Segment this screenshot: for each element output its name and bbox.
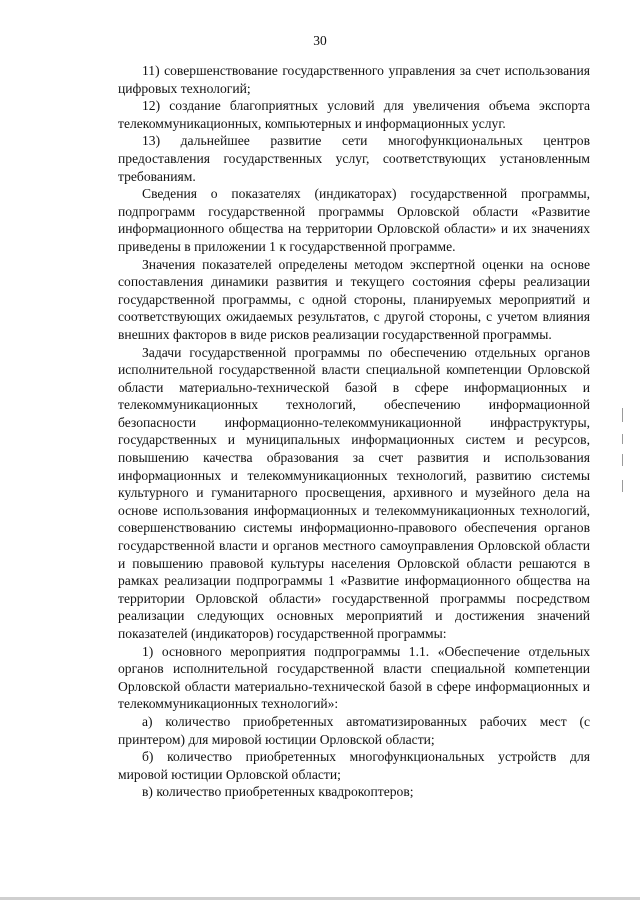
document-body xyxy=(118,62,590,801)
scan-margin-marks xyxy=(620,408,626,498)
paragraph-item-12: 12) создание благоприятных условий для увеличения объема экспорта телекоммуникационных, компьютерных и информационных услуг. xyxy=(118,98,590,131)
paragraph-item-11: 11) совершенствование государственного управления за счет использования цифровых технологий; xyxy=(118,63,590,96)
paragraph-main-activity-1-1: 1) основного мероприятия подпрограммы 1.1. «Обеспечение отдельных органов исполнительной государственной власти специальной компетенции Орловской области материально-технической базой в сфере информационных и телекоммуникационных технологий»: xyxy=(118,643,590,712)
paragraph-program-tasks: Задачи государственной программы по обеспечению отдельных органов исполнительной государственной власти специальной компетенции Орловской области материально-технической базой в сфере информационных и телекоммуникационных технологий, обеспечению информационной безопасности информационно-телекоммуникационной инфраструктуры, государственных и муниципальных информационных систем и ресурсов, повышению качества образования за счет развития и использования информационных и телекоммуникационных технологий, развитию системы культурного и гуманитарного просвещения, архивного и музейного дела на основе использования информационных и телекоммуникационных технологий, совершенствованию системы информационно-правового обеспечения органов государственной власти и органов местного самоуправления Орловской области и повышению правовой культуры населения Орловской области решаются в рамках реализации подпрограммы 1 «Развитие информационного общества на территории Орловской области» государственной программы посредством реализации следующих основных мероприятий и достижения значений показателей (индикаторов) государственной программы: xyxy=(118,344,590,641)
paragraph-item-13: 13) дальнейшее развитие сети многофункциональных центров предоставления государственных услуг, соответствующих установленным требованиям. xyxy=(118,133,590,184)
paragraph-indicators-info: Сведения о показателях (индикаторах) государственной программы, подпрограмм государственной программы Орловской области «Развитие информационного общества на территории Орловской области» и их значениях приведены в приложении 1 к государственной программе. xyxy=(118,186,590,254)
paragraph-indicator-a: а) количество приобретенных автоматизированных рабочих мест (с принтером) для мировой юстиции Орловской области; xyxy=(118,713,590,747)
scan-bottom-edge xyxy=(0,897,640,900)
paragraph-indicator-v: в) количество приобретенных квадрокоптеров; xyxy=(142,784,414,800)
paragraph-indicator-b: б) количество приобретенных многофункциональных устройств для мировой юстиции Орловской области; xyxy=(118,749,590,782)
page-number: 30 xyxy=(313,33,327,48)
paragraph-indicator-values: Значения показателей определены методом экспертной оценки на основе сопоставления динамики развития и текущего состояния сферы реализации государственной программы, с одной стороны, планируемых мероприятий и соответствующих ожидаемых результатов, с другой стороны, с учетом влияния внешних факторов в виде рисков реализации государственной программы. xyxy=(118,256,590,342)
